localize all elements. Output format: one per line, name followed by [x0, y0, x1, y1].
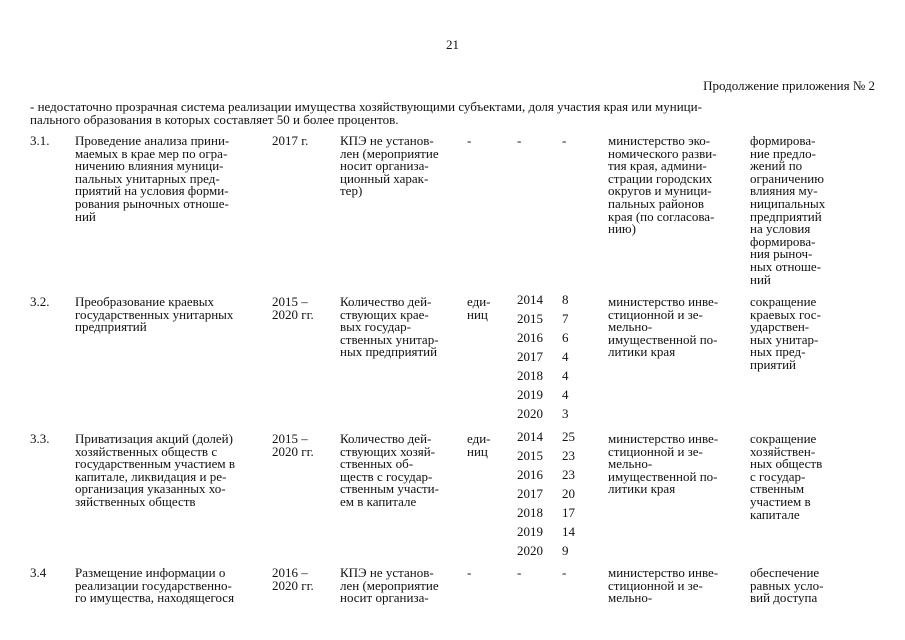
year-value: 2019	[517, 524, 543, 539]
year-list	[517, 290, 557, 423]
implementation-term: 2017 г.	[272, 133, 309, 148]
indicator-value: -	[562, 133, 567, 148]
indicator-name: КПЭ не установ- лен (мероприятие носит организа- ционный харак- тер)	[340, 133, 439, 199]
year-value: 2019	[517, 387, 543, 402]
indicator-value: 8	[562, 292, 569, 307]
year-value: 2016	[517, 330, 543, 345]
year-value: 2018	[517, 505, 543, 520]
responsible-executor: министерство инве- стиционной и зе- мельно-	[608, 565, 719, 606]
measure-name: Размещение информации о реализации государственно- го имущества, находящегося	[75, 565, 235, 606]
indicator-value: 4	[562, 349, 569, 364]
implementation-term: 2015 – 2020 гг.	[272, 294, 314, 322]
year-value: 2017	[517, 486, 543, 501]
unit: еди- ниц	[467, 294, 491, 322]
unit: -	[467, 133, 472, 148]
row-number: 3.4	[30, 565, 47, 580]
year-value: 2018	[517, 368, 543, 383]
measure-name: Проведение анализа прини- маемых в крае мер по огра- ничению влияния муници- пальных унитарных пред- приятий на условия форми- рования рыночных отноше- ний	[75, 133, 230, 224]
indicator-value: 23	[562, 448, 575, 463]
indicator-value: 4	[562, 387, 569, 402]
expected-result: сокращение хозяйствен- ных обществ с государ- ственным участием в капитале	[750, 431, 823, 522]
value-list	[562, 427, 592, 560]
page-number: 21	[446, 37, 459, 52]
year-value: 2014	[517, 292, 543, 307]
responsible-executor: министерство инве- стиционной и зе- мельно- имущественной по- литики края	[608, 294, 719, 360]
year-value: 2014	[517, 429, 543, 444]
year-value: -	[517, 565, 522, 580]
indicator-value: 3	[562, 406, 569, 421]
expected-result: сокращение краевых гос- ударствен- ных унитар- ных пред- приятий	[750, 294, 821, 372]
measure-name: Преобразование краевых государственных унитарных предприятий	[75, 294, 234, 335]
indicator-value: 7	[562, 311, 569, 326]
unit: еди- ниц	[467, 431, 491, 459]
expected-result: обеспечение равных усло- вий доступа	[750, 565, 824, 606]
responsible-executor: министерство эко- номического разви- тия края, админи- страции городских округов и муници- пальных районов края (по согласова- нию)	[608, 133, 717, 237]
year-value: 2020	[517, 543, 543, 558]
indicator-value: 23	[562, 467, 575, 482]
measure-name: Приватизация акций (долей) хозяйственных обществ с государственным участием в капитале, ликвидация и ре- организация указанных хо- зяйственных обществ	[75, 431, 236, 509]
row-number: 3.1.	[30, 133, 50, 148]
indicator-name: Количество дей- ствующих крае- вых государ- ственных унитар- ных предприятий	[340, 294, 439, 360]
indicator-name: КПЭ не установ- лен (мероприятие носит организа-	[340, 565, 439, 606]
row-number: 3.2.	[30, 294, 50, 309]
year-list	[517, 427, 557, 560]
year-value: 2020	[517, 406, 543, 421]
indicator-value: 9	[562, 543, 569, 558]
indicator-value: 6	[562, 330, 569, 345]
indicator-value: 20	[562, 486, 575, 501]
appendix-continuation-note: Продолжение приложения № 2	[703, 78, 875, 93]
implementation-term: 2016 – 2020 гг.	[272, 565, 314, 593]
year-value: 2015	[517, 311, 543, 326]
indicator-value: 17	[562, 505, 575, 520]
year-value: -	[517, 133, 522, 148]
indicator-name: Количество дей- ствующих хозяй- ственных об- ществ с государ- ственным участи- ем в капитале	[340, 431, 439, 509]
unit: -	[467, 565, 472, 580]
intro-paragraph: - недостаточно прозрачная система реализации имущества хозяйствующими субъектами, доля участия края или муници- пального образования в которых составляет 50 и более процентов.	[30, 99, 702, 127]
indicator-value: -	[562, 565, 567, 580]
value-list	[562, 290, 592, 423]
indicator-value: 4	[562, 368, 569, 383]
indicator-value: 14	[562, 524, 575, 539]
year-value: 2016	[517, 467, 543, 482]
expected-result: формирова- ние предло- жений по ограничению влияния му- ниципальных предприятий на условия формирова- ния рыноч- ных отноше- ний	[750, 133, 826, 287]
indicator-value: 25	[562, 429, 575, 444]
implementation-term: 2015 – 2020 гг.	[272, 431, 314, 459]
responsible-executor: министерство инве- стиционной и зе- мельно- имущественной по- литики края	[608, 431, 719, 497]
year-value: 2015	[517, 448, 543, 463]
row-number: 3.3.	[30, 431, 50, 446]
year-value: 2017	[517, 349, 543, 364]
